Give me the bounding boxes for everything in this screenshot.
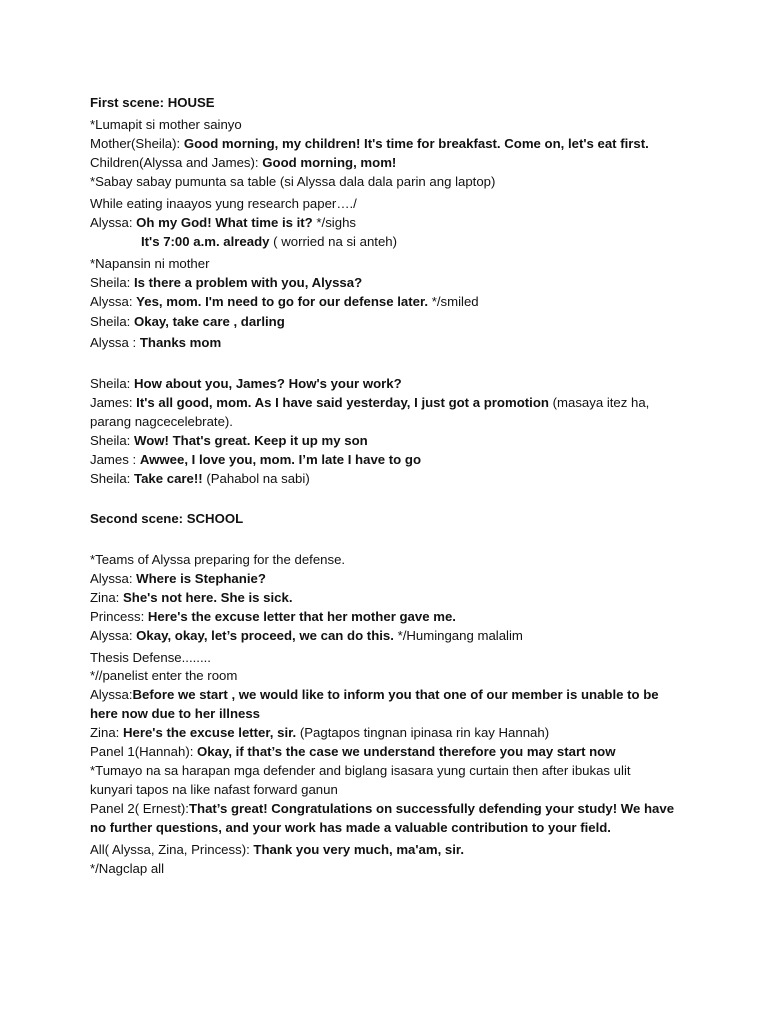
line-segment: *Tumayo na sa harapan mga defender and biglang isasara yung curtain then after ibukas ulit xyxy=(90,763,631,778)
line-segment: It's 7:00 a.m. already xyxy=(141,234,270,249)
line-segment: Is there a problem with you, Alyssa? xyxy=(134,275,363,290)
script-line xyxy=(90,762,631,779)
line-segment: James : xyxy=(90,452,140,467)
line-segment: Awwee, I love you, mom. I’m late I have to go xyxy=(139,452,422,467)
line-segment: Second scene: SCHOOL xyxy=(90,511,244,526)
line-segment: First scene: HOUSE xyxy=(90,95,215,110)
script-line xyxy=(90,627,523,644)
line-segment: Zina: xyxy=(90,590,123,605)
script-line xyxy=(90,413,233,430)
line-segment: */Nagclap all xyxy=(90,861,165,876)
line-segment: Sheila: xyxy=(90,314,134,329)
line-segment: *Napansin ni mother xyxy=(90,256,210,271)
script-line xyxy=(90,173,495,190)
script-line xyxy=(90,195,357,212)
script-line xyxy=(90,724,549,741)
script-line xyxy=(90,432,368,449)
line-segment: Oh my God! What time is it? xyxy=(136,215,313,230)
script-line xyxy=(90,743,616,760)
script-line xyxy=(141,233,397,250)
line-segment: Wow! That's great. Keep it up my son xyxy=(134,433,368,448)
line-segment: Sheila: xyxy=(90,275,134,290)
line-segment: Okay, if that’s the case we understand therefore you may start now xyxy=(197,744,616,759)
line-segment: no further questions, and your work has made a valuable contribution to your field. xyxy=(90,820,611,835)
scene-heading xyxy=(90,510,243,527)
line-segment: Okay, okay, let’s proceed, we can do this. xyxy=(136,628,394,643)
line-segment: She's not here. She is sick. xyxy=(122,590,293,605)
line-segment: here now due to her illness xyxy=(90,706,261,721)
line-segment: That’s great! Congratulations on successfully defending your study! We have xyxy=(188,801,675,816)
script-line xyxy=(90,649,211,666)
line-segment: parang nagcecelebrate). xyxy=(90,414,233,429)
scene-heading xyxy=(90,94,215,111)
line-segment: Alyssa : xyxy=(90,335,140,350)
line-segment: Here's the excuse letter that her mother gave me. xyxy=(147,609,456,624)
script-line xyxy=(90,667,237,684)
script-line xyxy=(90,686,659,703)
line-segment: Thanks mom xyxy=(139,335,222,350)
script-line xyxy=(90,570,266,587)
line-segment: Yes, mom. I'm need to go for our defense later. xyxy=(136,294,429,309)
line-segment: While eating inaayos yung research paper…./ xyxy=(90,196,357,211)
script-line xyxy=(90,313,285,330)
script-line xyxy=(90,860,164,877)
line-segment: Alyssa: xyxy=(90,294,137,309)
line-segment: *//panelist enter the room xyxy=(90,668,238,683)
script-line xyxy=(90,451,421,468)
line-segment: (masaya itez ha, xyxy=(548,395,650,410)
script-line xyxy=(90,608,456,625)
line-segment: */smiled xyxy=(428,294,479,309)
line-segment: kunyari tapos na like nafast forward ganun xyxy=(90,782,338,797)
line-segment: Sheila: xyxy=(90,471,134,486)
line-segment: Okay, take care , darling xyxy=(134,314,285,329)
line-segment: Thank you very much, ma'am, sir. xyxy=(253,842,464,857)
line-segment: Princess: xyxy=(90,609,148,624)
line-segment: All( Alyssa, Zina, Princess): xyxy=(90,842,254,857)
script-line xyxy=(90,293,479,310)
line-segment: Mother(Sheila): xyxy=(90,136,184,151)
line-segment: Take care!! xyxy=(134,471,203,486)
line-segment: Children(Alyssa and James): xyxy=(90,155,263,170)
script-line xyxy=(90,705,260,722)
script-line xyxy=(90,470,310,487)
line-segment: Panel 2( Ernest): xyxy=(90,801,189,816)
line-segment: Zina: xyxy=(90,725,123,740)
line-segment: (Pagtapos tingnan ipinasa rin kay Hannah) xyxy=(296,725,550,740)
line-segment: Here's the excuse letter, sir. xyxy=(122,725,297,740)
line-segment: Alyssa: xyxy=(90,687,133,702)
script-line xyxy=(90,841,464,858)
script-line xyxy=(90,589,293,606)
line-segment: How about you, James? How's your work? xyxy=(134,376,402,391)
line-segment: ( worried na si anteh) xyxy=(269,234,398,249)
line-segment: */sighs xyxy=(312,215,356,230)
script-line xyxy=(90,394,649,411)
line-segment: Alyssa: xyxy=(90,628,137,643)
line-segment: Good morning, mom! xyxy=(262,155,397,170)
line-segment: Before we start , we would like to inform you that one of our member is unable to be xyxy=(132,687,659,702)
line-segment: *Sabay sabay pumunta sa table (si Alyssa dala dala parin ang laptop) xyxy=(90,174,496,189)
line-segment: Alyssa: xyxy=(90,571,137,586)
line-segment: Sheila: xyxy=(90,376,134,391)
line-segment: Where is Stephanie? xyxy=(136,571,266,586)
script-line xyxy=(90,255,210,272)
line-segment: James: xyxy=(90,395,137,410)
script-line xyxy=(90,274,362,291)
line-segment: (Pahabol na sabi) xyxy=(202,471,310,486)
line-segment: It's all good, mom. As I have said yesterday, I just got a promotion xyxy=(136,395,549,410)
line-segment: Sheila: xyxy=(90,433,134,448)
script-line xyxy=(90,334,221,351)
script-line xyxy=(90,551,345,568)
script-line xyxy=(90,135,649,152)
line-segment: *Lumapit si mother sainyo xyxy=(90,117,242,132)
script-line xyxy=(90,781,338,798)
script-line xyxy=(90,154,396,171)
line-segment: */Humingang malalim xyxy=(393,628,523,643)
line-segment: Good morning, my children! It's time for breakfast. Come on, let's eat first. xyxy=(183,136,649,151)
line-segment: *Teams of Alyssa preparing for the defense. xyxy=(90,552,346,567)
script-line xyxy=(90,214,356,231)
line-segment: Alyssa: xyxy=(90,215,137,230)
script-line xyxy=(90,819,611,836)
script-line xyxy=(90,375,402,392)
line-segment: Panel 1(Hannah): xyxy=(90,744,198,759)
line-segment: Thesis Defense........ xyxy=(90,650,211,665)
script-line xyxy=(90,116,242,133)
script-line xyxy=(90,800,674,817)
